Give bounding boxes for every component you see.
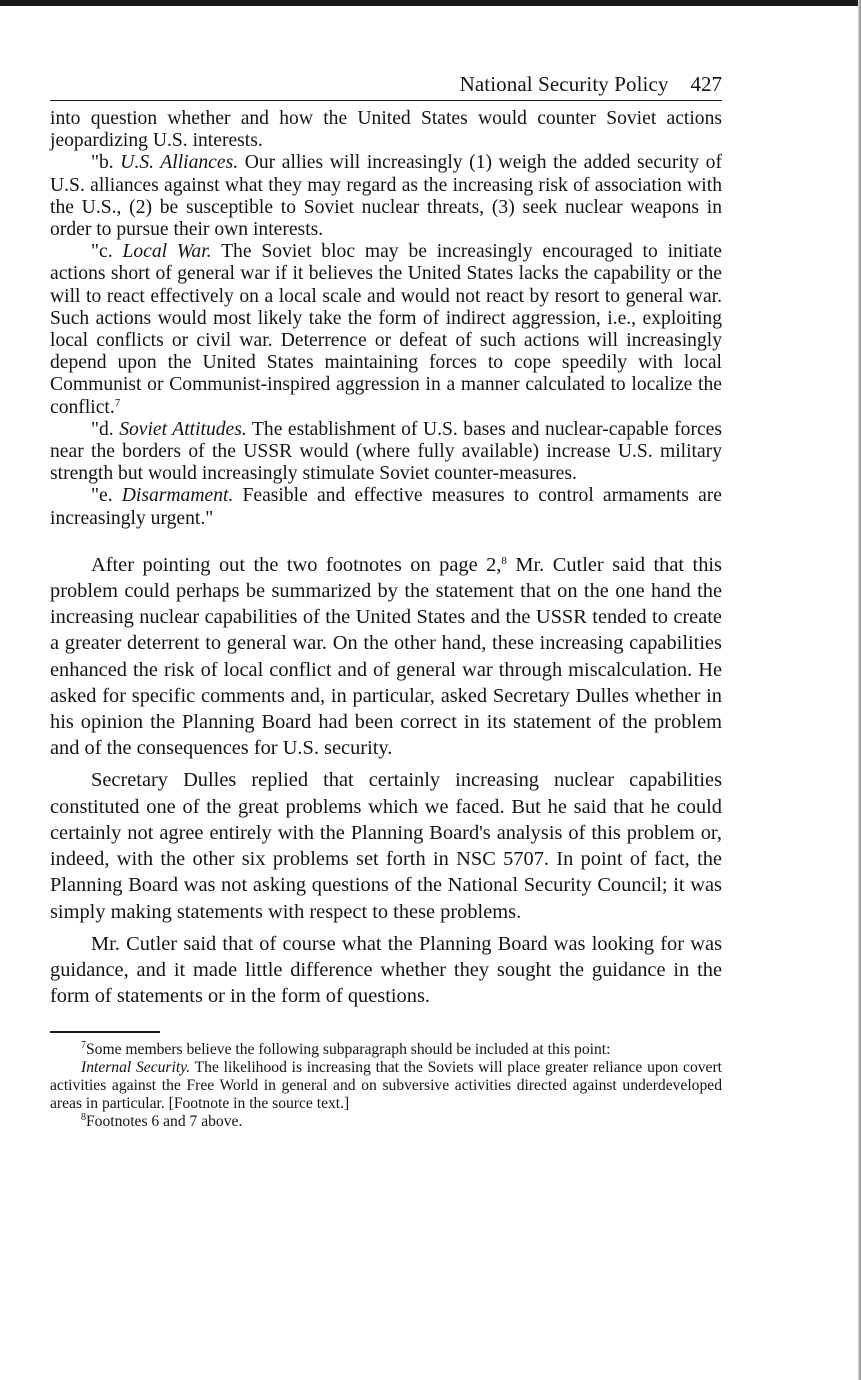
item-heading: U.S. Alliances. bbox=[120, 152, 239, 174]
footnote-8 bbox=[50, 1113, 722, 1131]
paragraph-text: After pointing out the two footnotes on page 2, bbox=[91, 553, 502, 576]
item-prefix: "e. bbox=[91, 485, 122, 507]
item-disarmament bbox=[50, 485, 722, 529]
item-prefix: "c. bbox=[91, 241, 123, 263]
footnote-7 bbox=[50, 1041, 722, 1059]
page-top-border bbox=[0, 0, 861, 6]
footnotes bbox=[50, 1041, 722, 1130]
item-prefix: "d. bbox=[91, 418, 120, 440]
footnote-7-quote bbox=[50, 1059, 722, 1112]
footnote-ref-8[interactable]: 8 bbox=[501, 554, 507, 567]
body-text bbox=[50, 552, 722, 1009]
document-page bbox=[50, 70, 722, 1130]
footnote-mark: 7 bbox=[81, 1040, 86, 1052]
footnote-ref-7[interactable]: 7 bbox=[114, 396, 121, 409]
item-alliances bbox=[50, 152, 722, 241]
item-local-war bbox=[50, 241, 722, 419]
paragraph-dulles-reply: Secretary Dulles replied that certainly increasing nuclear capabilities constituted one of the great problems which we faced. But he said that he could certainly not agree entirely with the Planning Board's analysis of this problem or, indeed, with the other six problems set forth in NSC 5707. In point of fact, the Planning Board was not asking questions of the National Security Council; it was simply making statements with respect to these problems. bbox=[50, 769, 722, 923]
item-text: Feasible and effective measures to control armaments are increasingly urgent." bbox=[50, 485, 722, 529]
item-prefix: "b. bbox=[91, 152, 121, 174]
footnote-rule bbox=[50, 1031, 160, 1033]
item-soviet-attitudes bbox=[50, 419, 722, 486]
item-text: The establishment of U.S. bases and nuclear-capable forces near the borders of the USSR would (where fully available) increase U.S. military strength but would increasingly stimulate Soviet counter-measures. bbox=[50, 418, 722, 485]
paragraph-cutler-guidance: Mr. Cutler said that of course what the Planning Board was looking for was guidance, and it made little difference whether they sought the guidance in the form of statements or in the form of questions. bbox=[50, 932, 722, 1008]
item-text: Our allies will increasingly (1) weigh the added security of U.S. alliances against what they may regard as the increasing risk of association with the U.S., (2) be susceptible to Soviet nuclear threats, (3) seek nuclear weapons in order to pursue their own interests. bbox=[50, 152, 722, 241]
item-text: The Soviet bloc may be increasingly encouraged to initiate actions short of general war if it believes the United States lacks the capability or the will to react effectively on a local scale and would not react by resort to general war. Such actions would most likely take the form of indirect aggression, i.e., exploiting local conflicts or civil war. Deterrence or defeat of such actions will increasingly depend upon the United States maintaining forces to cope speedily with local Communist or Communist-inspired aggression in a manner calculated to localize the conflict. bbox=[50, 241, 723, 418]
item-heading: Soviet Attitudes. bbox=[119, 418, 247, 440]
quoted-section bbox=[50, 108, 722, 530]
running-head bbox=[50, 70, 722, 101]
footnote-heading: Internal Security. bbox=[81, 1059, 191, 1077]
running-head-title: National Security Policy bbox=[459, 72, 669, 96]
paragraph-cutler-summary bbox=[50, 552, 722, 762]
footnote-text: Footnotes 6 and 7 above. bbox=[86, 1112, 243, 1130]
item-heading: Disarmament. bbox=[121, 485, 234, 507]
item-heading: Local War. bbox=[122, 241, 212, 263]
footnote-mark: 8 bbox=[81, 1111, 86, 1123]
footnote-quote: The likelihood is increasing that the Soviets will place greater reliance upon covert activities against the Free World in general and on subversive activities directed against underdeveloped areas in particular. [Footnote in the source text.] bbox=[50, 1059, 723, 1112]
paragraph-text: Mr. Cutler said that this problem could perhaps be summarized by the statement that on the one hand the increasing nuclear capabilities of the United States and the USSR tended to create a greater deterrent to general war. On the other hand, these increasing capabilities enhanced the risk of local conflict and of general war through miscalculation. He asked for specific comments and, in particular, asked Secretary Dulles whether in his opinion the Planning Board had been correct in its statement of the problem and of the consequences for U.S. security. bbox=[50, 553, 722, 760]
page-number: 427 bbox=[690, 72, 722, 96]
footnote-text: Some members believe the following subparagraph should be included at this point: bbox=[86, 1041, 611, 1059]
continuation-paragraph: into question whether and how the United States would counter Soviet actions jeopardizing U.S. interests. bbox=[50, 108, 722, 152]
